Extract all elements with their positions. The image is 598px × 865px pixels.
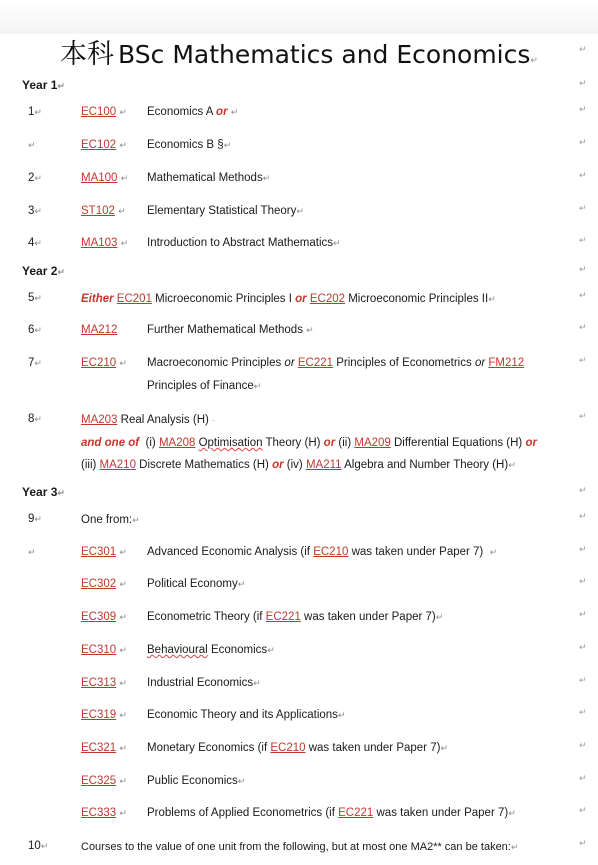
row-number: 6 [28,324,35,336]
paragraph-mark: ↵ [230,107,239,117]
paragraph-mark: ↵ [337,710,346,720]
paragraph-mark: ↵ [57,81,65,91]
end-mark: ↵ [579,707,587,717]
title-text: BSc Mathematics and Economics [118,40,531,69]
end-mark: ↵ [579,355,587,365]
or-keyword: or [272,459,284,471]
course-code-link[interactable]: ST102 [81,205,115,217]
paragraph-mark: ↵ [34,414,42,424]
course-code-link[interactable]: EC210 [313,546,349,558]
paragraph-mark: ↵ [223,140,232,150]
course-title: Principles of Econometrics [336,357,472,369]
end-mark: ↵ [579,290,587,300]
end-mark: ↵ [579,203,587,213]
paragraph-mark: ↵ [34,358,42,368]
course-code-link[interactable]: MA210 [99,459,136,471]
spell-flagged-word: Optimisation [198,437,263,449]
end-mark: ↵ [579,740,587,750]
course-title: Elementary Statistical Theory [147,205,297,217]
paragraph-mark: ↵ [120,238,129,248]
paragraph-mark: ↵ [119,612,127,622]
paragraph-mark: ↵ [253,678,261,688]
course-title-tail: was taken under Paper 7) [308,742,441,754]
paragraph-mark: ↵ [119,776,127,786]
course-code-link[interactable]: EC313 [81,677,117,689]
row-number: 9 [28,513,35,525]
and-one-of-keyword: and one of [81,437,140,449]
spell-flagged-word: Behavioural [147,644,208,656]
course-title: Economics B § [147,139,224,151]
paragraph-mark: ↵ [118,206,126,216]
or-keyword: or [525,437,537,449]
course-code-link[interactable]: MA103 [81,237,118,249]
course-title: Introduction to Abstract Mathematics [147,237,334,249]
paragraph-mark: ↵ [34,325,42,335]
paragraph-mark: ↵ [333,238,341,248]
paragraph-mark: ↵ [237,776,246,786]
course-title: Industrial Economics [147,677,254,689]
course-code-link[interactable]: EC102 [81,139,117,151]
course-title: Differential Equations (H) [394,437,523,449]
course-code-link[interactable]: MA100 [81,172,118,184]
end-mark: ↵ [579,44,587,54]
document-title [0,32,598,71]
course-title: Microeconomic Principles II [348,293,489,305]
or-keyword: or [284,357,295,369]
end-mark: ↵ [579,322,587,332]
course-title: Algebra and Number Theory (H) [344,459,509,471]
end-mark: ↵ [579,773,587,783]
paragraph-mark: ↵ [119,678,127,688]
course-code-link[interactable]: MA203 [81,414,118,426]
course-title: Economics A [147,106,213,118]
end-mark: ↵ [579,78,587,88]
row-number: 2 [28,172,35,184]
course-code-link[interactable]: MA209 [354,437,391,449]
paragraph-mark: ↵ [237,579,246,589]
end-mark: ↵ [579,544,587,554]
paragraph-mark: ↵ [253,381,262,391]
option-index: (iii) [81,459,97,471]
paragraph-mark: ↵ [488,294,496,304]
paragraph-mark: ↵ [119,107,127,117]
course-title: Theory (H) [265,437,321,449]
paragraph-mark: ↵ [119,743,127,753]
row-number: 4 [28,237,35,249]
end-mark: ↵ [579,235,587,245]
course-code-link[interactable]: MA212 [81,324,118,336]
course-code-link[interactable]: EC310 [81,644,117,656]
end-mark: ↵ [579,642,587,652]
course-code-link[interactable]: EC221 [297,357,334,369]
end-mark: ↵ [579,137,587,147]
paragraph-mark: ↵ [119,579,127,589]
course-title-tail: was taken under Paper 7) [304,611,436,623]
paragraph-mark: ↵ [119,358,127,368]
paragraph-mark: ↵ [508,808,516,818]
course-code-link[interactable]: EC201 [116,293,152,305]
top-band [0,0,598,34]
paragraph-mark: ↵ [119,710,127,720]
paragraph-mark: ↵ [57,267,65,277]
course-code-link[interactable]: FM212 [488,357,525,369]
year-2-heading [22,264,65,278]
course-title: Econometric Theory (if [147,611,263,623]
paragraph-mark: ↵ [132,515,140,525]
paragraph-mark: ↵ [34,293,42,303]
course-code-link[interactable]: EC210 [270,742,306,754]
paragraph-mark: ↵ [296,206,304,216]
end-mark: ↵ [579,838,587,848]
end-mark: ↵ [579,609,587,619]
paragraph-mark: ↵ [435,612,444,622]
course-title: Microeconomic Principles I [155,293,292,305]
course-title-tail: was taken under Paper 7) [351,546,484,558]
end-mark: ↵ [579,511,587,521]
either-keyword: Either [81,293,114,305]
paragraph-mark: ↵ [57,488,65,498]
paragraph-mark: ↵ [119,547,127,557]
course-title: Discrete Mathematics (H) [139,459,269,471]
course-title-tail: was taken under Paper 7) [376,807,509,819]
row-number: 7 [28,357,35,369]
row-number: 3 [28,205,35,217]
row-number: 10 [28,840,41,852]
title-cjk: 本科 [60,39,115,70]
course-code-link[interactable]: EC210 [81,357,117,369]
or-keyword: or [216,106,228,118]
paragraph-mark: ↵ [34,107,42,117]
paragraph-mark: ↵ [119,808,127,818]
paragraph-mark: ↵ [28,140,36,150]
course-code-link[interactable]: EC301 [81,546,117,558]
paragraph-mark: ↵ [119,645,127,655]
course-code-link[interactable]: EC321 [81,742,117,754]
course-title: Real Analysis (H) [120,414,209,426]
course-title: Monetary Economics (if [147,742,268,754]
year-label: Year 1 [22,78,58,92]
paragraph-mark: ↵ [34,173,42,183]
option-index: (i) [145,437,156,449]
course-code-link[interactable]: MA208 [158,437,196,449]
course-code-link[interactable]: EC325 [81,775,117,787]
paragraph-mark: ↵ [489,547,498,557]
course-code-link[interactable]: EC302 [81,578,117,590]
course-title: Macroeconomic Principles [147,357,282,369]
course-title: Political Economy [147,578,238,590]
paragraph-mark: ↵ [510,842,519,852]
course-title: Principles of Finance [147,380,254,392]
course-title: Economic Theory and its Applications [147,709,338,721]
row-number: 5 [28,292,35,304]
course-title: Problems of Applied Econometrics (if [147,807,335,819]
paragraph-mark: ↵ [34,514,42,524]
option-index: (ii) [338,437,352,449]
row-number: 8 [28,413,35,425]
end-mark: ↵ [579,170,587,180]
or-keyword: or [295,293,307,305]
or-keyword: or [323,437,336,449]
year-1-heading [22,78,65,92]
paragraph-mark: ↵ [267,645,275,655]
course-title: Public Economics [147,775,238,787]
end-mark: ↵ [579,104,587,114]
end-mark: ↵ [579,411,587,421]
paragraph-mark: ↵ [119,140,127,150]
row-number: 1 [28,106,35,118]
year-label: Year 2 [22,264,58,278]
course-code-link[interactable]: EC100 [81,106,117,118]
or-keyword: or [474,357,486,369]
course-code-link[interactable]: EC319 [81,709,117,721]
paragraph-mark: ↵ [34,238,42,248]
paragraph-mark: ↵ [440,743,448,753]
end-mark: ↵ [579,576,587,586]
paragraph-mark: ↵ [508,460,516,470]
paragraph-mark: ↵ [34,206,42,216]
course-code-link[interactable]: EC333 [81,807,117,819]
course-code-link[interactable]: MA211 [305,459,342,471]
paragraph-mark: ↵ [306,325,314,335]
row-text: One from: [81,514,133,526]
paragraph-mark: ↵ [262,173,271,183]
course-title: Further Mathematical Methods [147,324,303,336]
course-code-link[interactable]: EC309 [81,611,117,623]
end-mark: ↵ [579,675,587,685]
option-index: (iv) [286,459,303,471]
end-mark: ↵ [579,805,587,815]
paragraph-mark: ↵ [28,547,36,557]
year-3-heading [22,485,65,499]
course-title: Mathematical Methods [147,172,263,184]
course-title: Advanced Economic Analysis (if [147,546,310,558]
year-label: Year 3 [22,485,58,499]
paragraph-mark: ↵ [120,173,129,183]
course-code-link[interactable]: EC202 [309,293,346,305]
course-title: Economics [210,644,268,656]
paragraph-mark: ↵ [40,841,49,851]
end-mark: ↵ [579,264,587,274]
row-text: Courses to the value of one unit from the following, but at most one MA2** can be taken: [81,841,511,853]
paragraph-mark: ↵ [530,56,538,66]
course-code-link[interactable]: EC221 [265,611,301,623]
course-code-link[interactable]: EC221 [338,807,374,819]
end-mark: ↵ [579,485,587,495]
